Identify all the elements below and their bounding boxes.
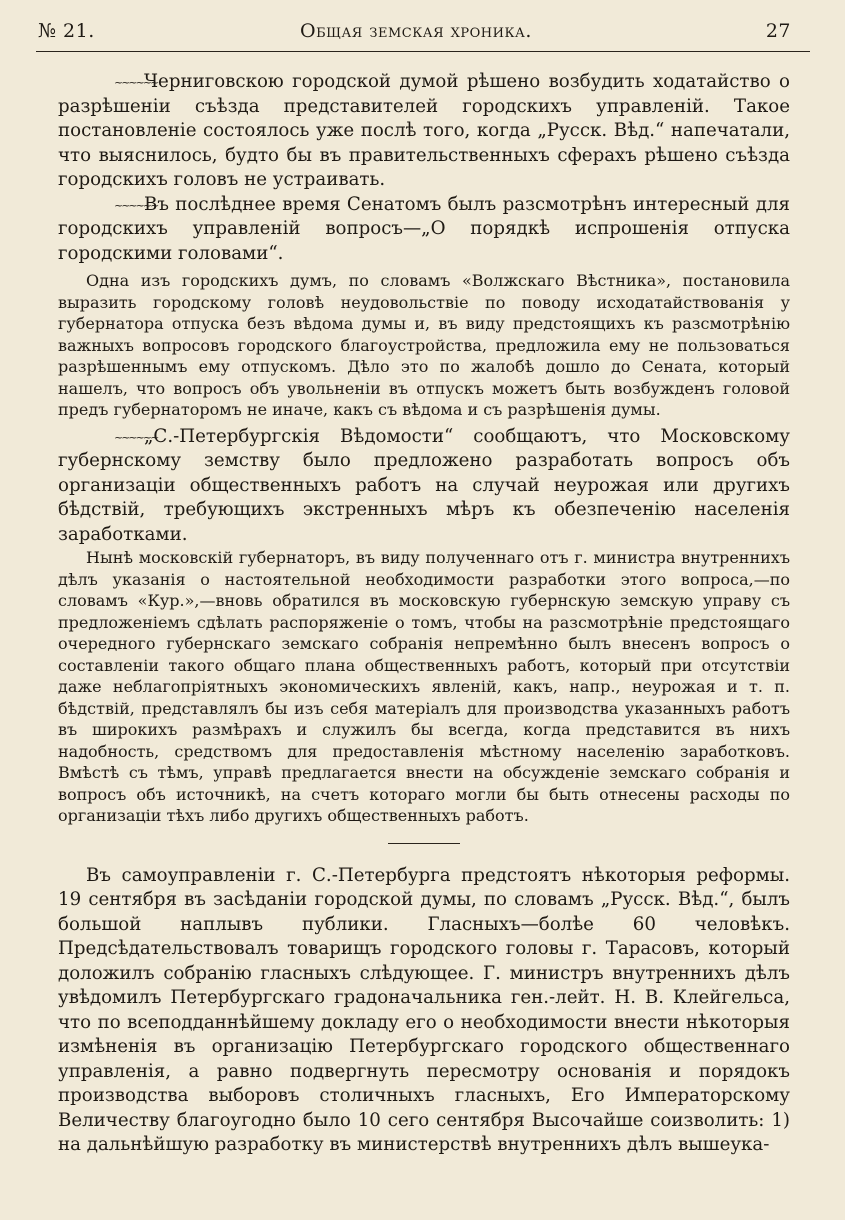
paragraph-text: „С.-Петербургскія Вѣдомости“ сообщаютъ, что Московскому губернскому земству было предложено разработать вопросъ объ организаціи общественныхъ работъ на случай неурожая или другихъ бѣдствій, требующихъ экстренныхъ мѣръ къ обезпеченію населенія заработками.	[58, 425, 790, 545]
news-item-senate	[58, 193, 790, 267]
tilde-ornament	[86, 433, 144, 441]
tilde-ornament	[86, 78, 144, 86]
paragraph-text: Черниговскою городской думой рѣшено возбудить ходатайство о разрѣшеніи съѣзда представителей городскихъ управленій. Такое постановленіе состоялось уже послѣ того, когда „Русск. Вѣд.“ напечатали, что выяснилось, будто бы въ правительственныхъ сферахъ рѣшено съѣзда городскихъ головъ не устраивать.	[58, 71, 790, 190]
paragraph-text: Въ послѣднее время Сенатомъ былъ разсмотрѣнъ интересный для городскихъ управленій вопросъ—„О порядкѣ испрошенія отпуска городскими головами“.	[58, 193, 790, 264]
news-detail-governor: Нынѣ московскій губернаторъ, въ виду полученнаго отъ г. министра внутреннихъ дѣлъ указанія о настоятельной необходимости разработки этого вопроса,—по словамъ «Кур.»,—вновь обратился въ московскую губернскую земскую управу съ предложеніемъ сдѣлать распоряженіе о томъ, чтобы на разсмотрѣніе предстоящаго очередного губернскаго земскаго собранія непремѣнно былъ внесенъ вопросъ о составленіи такого общаго плана общественныхъ работъ, который при отсутствіи даже неблагопріятныхъ экономическихъ явленій, какъ, напр., неурожая и т. п. бѣдствій, представлялъ бы изъ себя матеріалъ для производства указанныхъ работъ въ широкихъ размѣрахъ и служилъ бы всегда, когда представится въ нихъ надобность, средствомъ для предоставленія мѣстному населенію заработковъ. Вмѣстѣ съ тѣмъ, управѣ предлагается внести на обсужденіе земскаго собранія и вопросъ объ источникѣ, на счетъ котораго могли бы быть отнесены расходы по организаціи тѣхъ либо другихъ общественныхъ работъ.	[58, 548, 790, 825]
article-body	[58, 70, 790, 1158]
section-title: Общая земская хроника.	[300, 20, 532, 42]
tilde-ornament	[86, 201, 144, 209]
issue-number: № 21.	[38, 20, 95, 42]
page-header	[0, 0, 845, 50]
page-number: 27	[765, 20, 791, 42]
news-item-petersburg: Въ самоуправленіи г. С.-Петербурга предстоятъ нѣкоторыя реформы. 19 сентября въ засѣданіи городской думы, по словамъ „Русск. Вѣд.“, былъ большой наплывъ публики. Гласныхъ—болѣе 60 человѣкъ. Предсѣдательствовалъ товарищъ городского головы г. Тарасовъ, который доложилъ собранію гласныхъ слѣдующее. Г. министръ внутреннихъ дѣлъ увѣдомилъ Петербургскаго градоначальника ген.-лейт. Н. В. Клейгельса, что по всеподданнѣйшему докладу его о необходимости внести нѣкоторыя измѣненія въ организацію Петербургскаго городского общественнаго управленія, а равно подвергнуть пересмотру основанія и порядокъ производства выборовъ столичныхъ гласныхъ, Его Императорскому Величеству благоугодно было 10 сего сентября Высочайше соизволить: 1) на дальнѣйшую разработку въ министерствѣ внутреннихъ дѣлъ вышеука-	[58, 864, 790, 1155]
news-item-chernigov	[58, 70, 790, 193]
news-item-moscow	[58, 425, 790, 548]
news-detail-duma: Одна изъ городскихъ думъ, по словамъ «Волжскаго Вѣстника», постановила выразить городскому головѣ неудовольствіе по поводу исходатайствованія у губернатора отпуска безъ вѣдома думы и, въ виду предстоящихъ къ разсмотрѣнію важныхъ вопросовъ городского благоустройства, предложила ему не пользоваться разрѣшеннымъ ему отпускомъ. Дѣло это по жалобѣ дошло до Сената, который нашелъ, что вопросъ объ увольненіи въ отпускъ можетъ быть возбужденъ головой предъ губернаторомъ не иначе, какъ съ вѣдома и съ разрѣшенія думы.	[58, 271, 790, 419]
section-separator	[388, 843, 460, 844]
header-rule	[36, 51, 810, 52]
